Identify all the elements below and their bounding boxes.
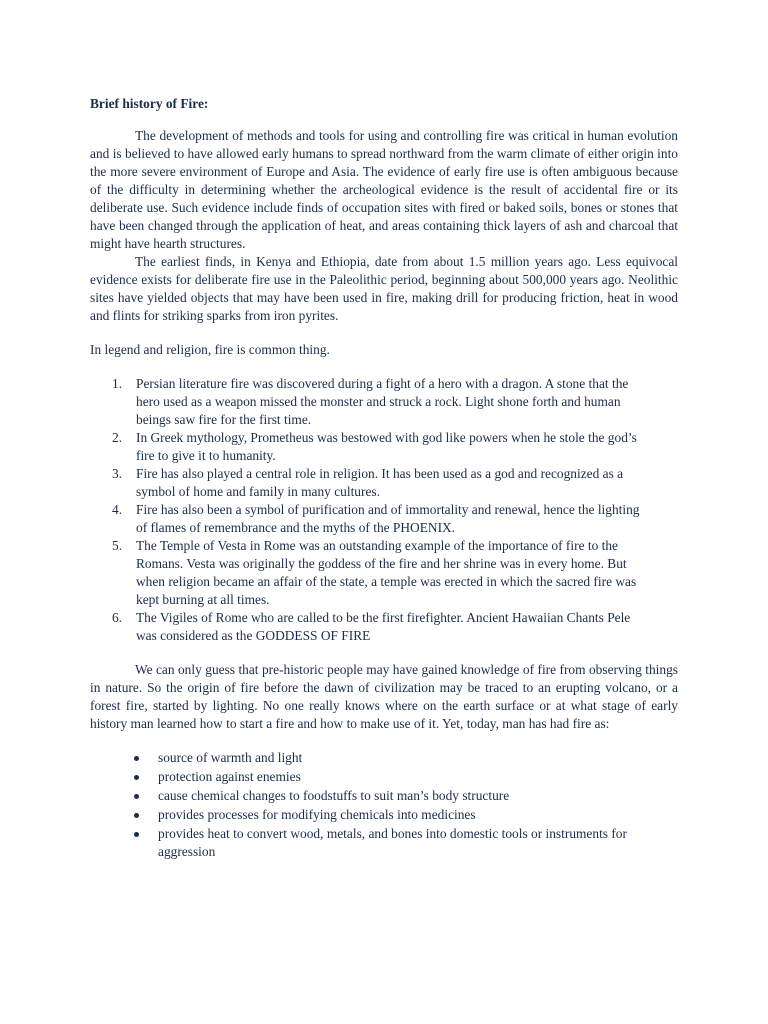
list-item: [90, 375, 645, 429]
list-item-number: 3.: [112, 466, 123, 481]
list-item: [90, 806, 678, 824]
list-item-number: 4.: [112, 502, 123, 517]
bullet-icon: [134, 775, 139, 780]
document-title: Brief history of Fire:: [90, 96, 209, 111]
list-item-text: Persian literature fire was discovered during a fight of a hero with a dragon. A stone that the hero used as a weapon missed the monster and struck a rock. Light shone forth and human beings saw fire for the first time.: [136, 376, 629, 427]
bullet-icon: [134, 756, 139, 761]
intro-paragraph-1: The development of methods and tools for using and controlling fire was critical in human evolution and is believed to have allowed early humans to spread northward from the warm climate of either origin into the more severe environment of Europe and Asia. The evidence of early fire use is often ambiguous because of the difficulty in determining whether the archeological evidence is the result of accidental fire or its deliberate use. Such evidence include finds of occupation sites with fired or baked soils, bones or stones that have been changed through the application of heat, and areas containing thick layers of ash and charcoal that might have hearth structures.: [90, 128, 678, 251]
list-item-number: 2.: [112, 430, 123, 445]
legend-list: [90, 375, 645, 645]
list-item-text: The Temple of Vesta in Rome was an outstanding example of the importance of fire to the Romans. Vesta was originally the goddess of the fire and her shrine was in every home. But when religion became an affair of the state, a temple was erected in which the sacred fire was kept burning at all times.: [136, 538, 637, 607]
legend-intro: In legend and religion, fire is common thing.: [90, 342, 330, 357]
bullet-icon: [134, 813, 139, 818]
list-item: [90, 609, 645, 645]
list-item-number: 5.: [112, 538, 123, 553]
closing-paragraph: We can only guess that pre-historic people may have gained knowledge of fire from observing things in nature. So the origin of fire before the dawn of civilization may be traced to an erupting volcano, or a forest fire, started by lighting. No one really knows where on the earth surface or at what stage of early history man learned how to start a fire and how to make use of it. Yet, today, man has had fire as:: [90, 662, 678, 731]
list-item-number: 1.: [112, 376, 123, 391]
list-item-text: Fire has also played a central role in religion. It has been used as a god and recognized as a symbol of home and family in many cultures.: [136, 466, 624, 499]
uses-list: [90, 749, 678, 861]
bullet-icon: [134, 832, 139, 837]
list-item: [90, 465, 645, 501]
list-item: [90, 537, 645, 609]
list-item: [90, 768, 678, 786]
document-page: [90, 95, 678, 862]
list-item: [90, 749, 678, 767]
list-item-text: source of warmth and light: [158, 750, 303, 765]
list-item-text: Fire has also been a symbol of purification and of immortality and renewal, hence the lighting of flames of remembrance and the myths of the PHOENIX.: [136, 502, 640, 535]
list-item-text: provides heat to convert wood, metals, and bones into domestic tools or instruments for aggression: [158, 826, 627, 859]
list-item: [90, 429, 645, 465]
list-item: [90, 501, 645, 537]
list-item-text: In Greek mythology, Prometheus was bestowed with god like powers when he stole the god’s fire to give it to humanity.: [136, 430, 637, 463]
list-item: [90, 825, 678, 861]
list-item-number: 6.: [112, 610, 123, 625]
list-item-text: provides processes for modifying chemicals into medicines: [158, 807, 476, 822]
list-item-text: The Vigiles of Rome who are called to be the first firefighter. Ancient Hawaiian Chants Pele was considered as the GODDESS OF FIRE: [136, 610, 631, 643]
list-item-text: protection against enemies: [158, 769, 301, 784]
list-item: [90, 787, 678, 805]
list-item-text: cause chemical changes to foodstuffs to suit man’s body structure: [158, 788, 510, 803]
intro-paragraph-2: The earliest finds, in Kenya and Ethiopia, date from about 1.5 million years ago. Less equivocal evidence exists for deliberate fire use in the Paleolithic period, beginning about 500,000 years ago. Neolithic sites have yielded objects that may have been used in fire, making drill for producing friction, heat in wood and flints for striking sparks from iron pyrites.: [90, 254, 678, 323]
bullet-icon: [134, 794, 139, 799]
